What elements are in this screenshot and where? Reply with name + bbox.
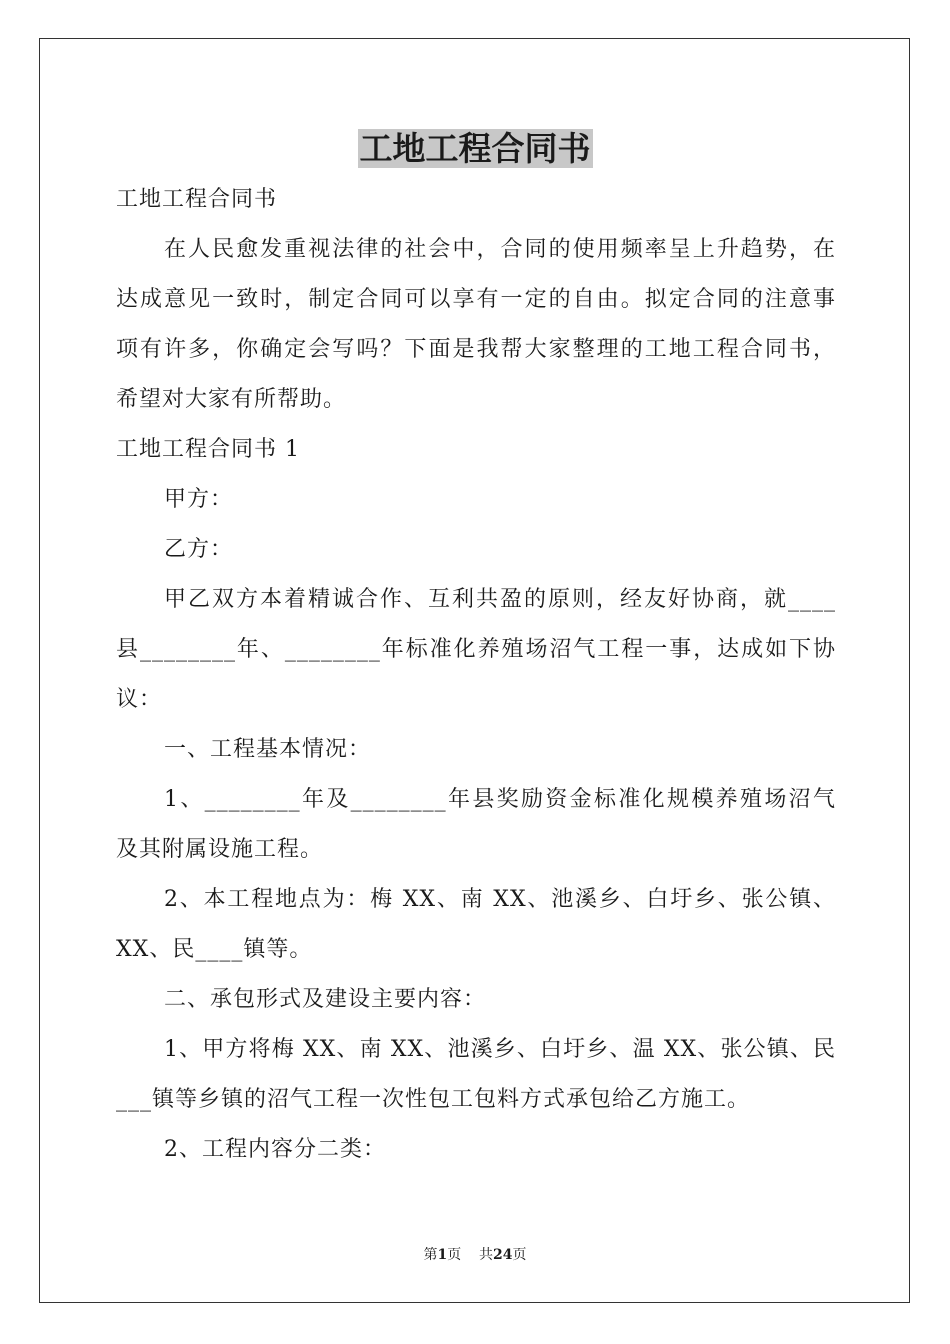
page-footer bbox=[0, 1245, 950, 1265]
footer-total-suffix: 页 bbox=[512, 1247, 527, 1263]
document-body bbox=[116, 175, 836, 1175]
paragraph-line: 县________年、________年标准化养殖场沼气工程一事，达成如下协 bbox=[116, 637, 836, 662]
paragraph-line: 甲方： bbox=[164, 487, 234, 512]
paragraph-line: 工地工程合同书 1 bbox=[116, 437, 300, 462]
paragraph-line: 一、工程基本情况： bbox=[164, 737, 372, 762]
footer-page-number: 1 bbox=[437, 1247, 448, 1263]
paragraph-line: 工地工程合同书 bbox=[116, 187, 278, 212]
paragraph-line: 甲乙双方本着精诚合作、互利共盈的原则，经友好协商，就____ bbox=[164, 587, 836, 612]
paragraph-line: 议： bbox=[116, 687, 163, 712]
footer-page-suffix: 页 bbox=[447, 1247, 462, 1263]
paragraph-line: 2、工程内容分二类： bbox=[164, 1137, 386, 1162]
paragraph-line: 乙方： bbox=[164, 537, 234, 562]
paragraph-line: 1、甲方将梅 XX、南 XX、池溪乡、白圩乡、温 XX、张公镇、民 bbox=[164, 1037, 836, 1062]
paragraph-line: 1、________年及________年县奖励资金标准化规模养殖场沼气 bbox=[164, 787, 836, 812]
document-title-text: 工地工程合同书 bbox=[359, 129, 591, 168]
footer-total-pages: 24 bbox=[493, 1247, 513, 1263]
paragraph-line: 及其附属设施工程。 bbox=[116, 837, 324, 862]
paragraph-line: 项有许多，你确定会写吗？下面是我帮大家整理的工地工程合同书， bbox=[116, 337, 836, 362]
paragraph-line: 达成意见一致时，制定合同可以享有一定的自由。拟定合同的注意事 bbox=[116, 287, 836, 312]
paragraph-line: 2、本工程地点为：梅 XX、南 XX、池溪乡、白圩乡、张公镇、 bbox=[164, 887, 836, 912]
document-title bbox=[0, 124, 950, 174]
paragraph-line: 在人民愈发重视法律的社会中，合同的使用频率呈上升趋势，在 bbox=[164, 237, 836, 262]
paragraph-line: 二、承包形式及建设主要内容： bbox=[164, 987, 487, 1012]
footer-prefix: 第 bbox=[423, 1247, 438, 1263]
footer-total-prefix: 共 bbox=[479, 1247, 494, 1263]
paragraph-line: ___镇等乡镇的沼气工程一次性包工包料方式承包给乙方施工。 bbox=[116, 1087, 751, 1112]
paragraph-line: XX、民____镇等。 bbox=[116, 937, 313, 962]
paragraph-line: 希望对大家有所帮助。 bbox=[116, 387, 347, 412]
